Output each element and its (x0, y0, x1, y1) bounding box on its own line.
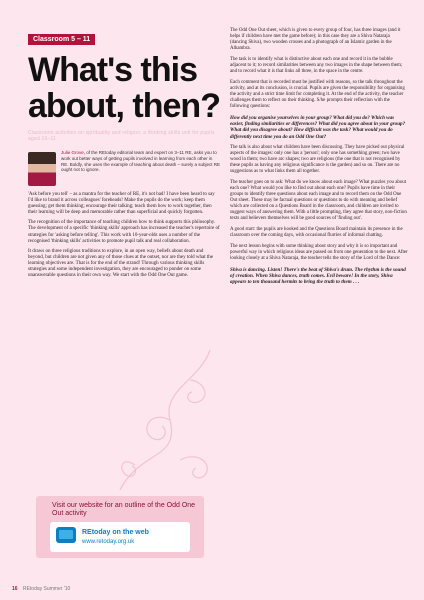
ghost-strap: Classroom activities on spirituality and religion: a thinking skills unit for pupils aged 10–11 (28, 130, 215, 142)
left-column (28, 28, 220, 279)
web-url[interactable]: www.retoday.org.uk (82, 539, 135, 545)
section-tag: Classroom 5 – 11 (28, 34, 95, 45)
right-column (230, 28, 408, 290)
reflection-questions: How did you organise yourselves in your group? What did you do? Which was easier, finding similarities or differences? What did you agree about in your group? What did you disagree about? How difficult was the task? What would you do differently next time you do an Odd One Out? (230, 115, 406, 140)
story-quote: Shiva is dancing. Listen! There's the beat of Shiva's drum. The rhythm is the sound of creation. When Shiva dances, truth comes. Evil beware! In the story, Shiva appears to ten thousand hermits to bring the truth to them . . . (230, 266, 406, 286)
author-intro (28, 150, 220, 188)
website-promo (36, 496, 204, 558)
author-name: Julie Grove (61, 150, 84, 155)
intro-text (28, 150, 220, 173)
left-paragraph: 'Ask before you tell' – as a mantra for the teacher of RE, it's not bad! I have been heard to say I'd like to brand it across colleagues' foreheads! Make the pupils do the work; keep them guessing; get them thinking; encourage their talking; teach them how to work together, then their learning will be deep and memorable rather than superficial and quickly forgotten. (28, 192, 215, 216)
left-paragraph: The recognition of the importance of teaching children how to think supports this philosophy. The development of a specific 'thinking skills' approach has increased the teacher's repertoire of strategies for 'asking before telling'. This work with 10-year-olds uses a number of the recognised 'thinking skills' activities to promote pupil talk and real collaboration. (28, 220, 220, 244)
page-footer (12, 586, 70, 592)
right-paragraph: The next lesson begins with some thinking about story and why it is so important and powerful way in which religious ideas are passed on from one generation to the next. After looking closely at a Shiva Nataraja, the teacher tells the story of the Lord of the Dance: (230, 243, 408, 261)
promo-title: Visit our website for an outline of the Odd One Out activity (52, 502, 196, 517)
web-label: REtoday on the web (82, 529, 149, 536)
headline: What's this about, then? (28, 51, 220, 125)
right-paragraph: The talk is also about what children have been discussing. They have picked out physical aspects of the images: only one has a 'person'; only one has something green; two have wood in them; two have arc shapes; two are religious (the one that is not recognised by these pupils as having any religious significance is the garden) and so on. There are no suggestions as to what links them all together. (230, 144, 405, 174)
decorative-swirl (110, 340, 220, 500)
right-paragraph: The task is to identify what is distinctive about each one and record it in the bubble adjacent to it; to record similarities between any two images in the shape between them; and to record what it is that links all three, in the space in the centre. (230, 57, 403, 74)
right-paragraph: Each comment that is recorded must be justified with reasons, so the talk throughout the activity, and at its conclusion, is crucial. Pupils are given the responsibility for organising the activity and a strict time limit for completing it. At the end of the activity, the teacher challenges them to reflect on their thinking. S/he prompts their reflection with the following questions: (230, 80, 405, 109)
page-number: 16 (12, 586, 18, 592)
publication-name: REtoday Summer '10 (22, 586, 71, 592)
author-photo (28, 152, 56, 186)
left-paragraph: It draws on three religious traditions to explore, in an open way, beliefs about death and beyond, but children are not given any of those clues at the outset, nor are they told what the learning objectives are. That is for the end of the strand! Through various thinking skills strategies and some independent investigation, they are encouraged to ponder on some unanswerable questions in their own way. We start with the Odd One Out game. (28, 248, 213, 279)
monitor-icon (56, 527, 76, 543)
intro-body: , of the REtoday editorial team and expert on 3–11 RE, asks you to work out better ways of getting pupils involved in learning from each other in RE. Boldly, she uses the example of teaching about death – surely a subject RE ought not to ignore. (61, 150, 220, 173)
right-paragraph: A good start: the pupils are hooked and the Questions Board maintain its presence in the classroom over the coming days, with occasional flurries of informal chatting. (230, 226, 403, 238)
right-paragraph: The Odd One Out sheet, which is given to every group of four, has three images (and it helps if children have met the game before); in this case they are a Shiva Nataraja (dancing Shiva), two wooden crosses and a photograph of an Islamic garden in the Alhambra. (230, 28, 401, 51)
right-paragraph: The teacher goes on to ask: What do we know about each image? What puzzles you about each one? What would you like to find out about each one? Pupils have time in their groups to identify three questions about each image and to record them on the Odd One Out sheet. These may be factual questions or questions to do with meaning and belief which are collected on a Questions Board in the classroom, and children are invited to suggest ways of answering them. With a little prompting, they agree that story, non-fiction texts and believers themselves will be good sources of 'finding out'. (230, 179, 407, 221)
website-link[interactable] (50, 522, 190, 552)
